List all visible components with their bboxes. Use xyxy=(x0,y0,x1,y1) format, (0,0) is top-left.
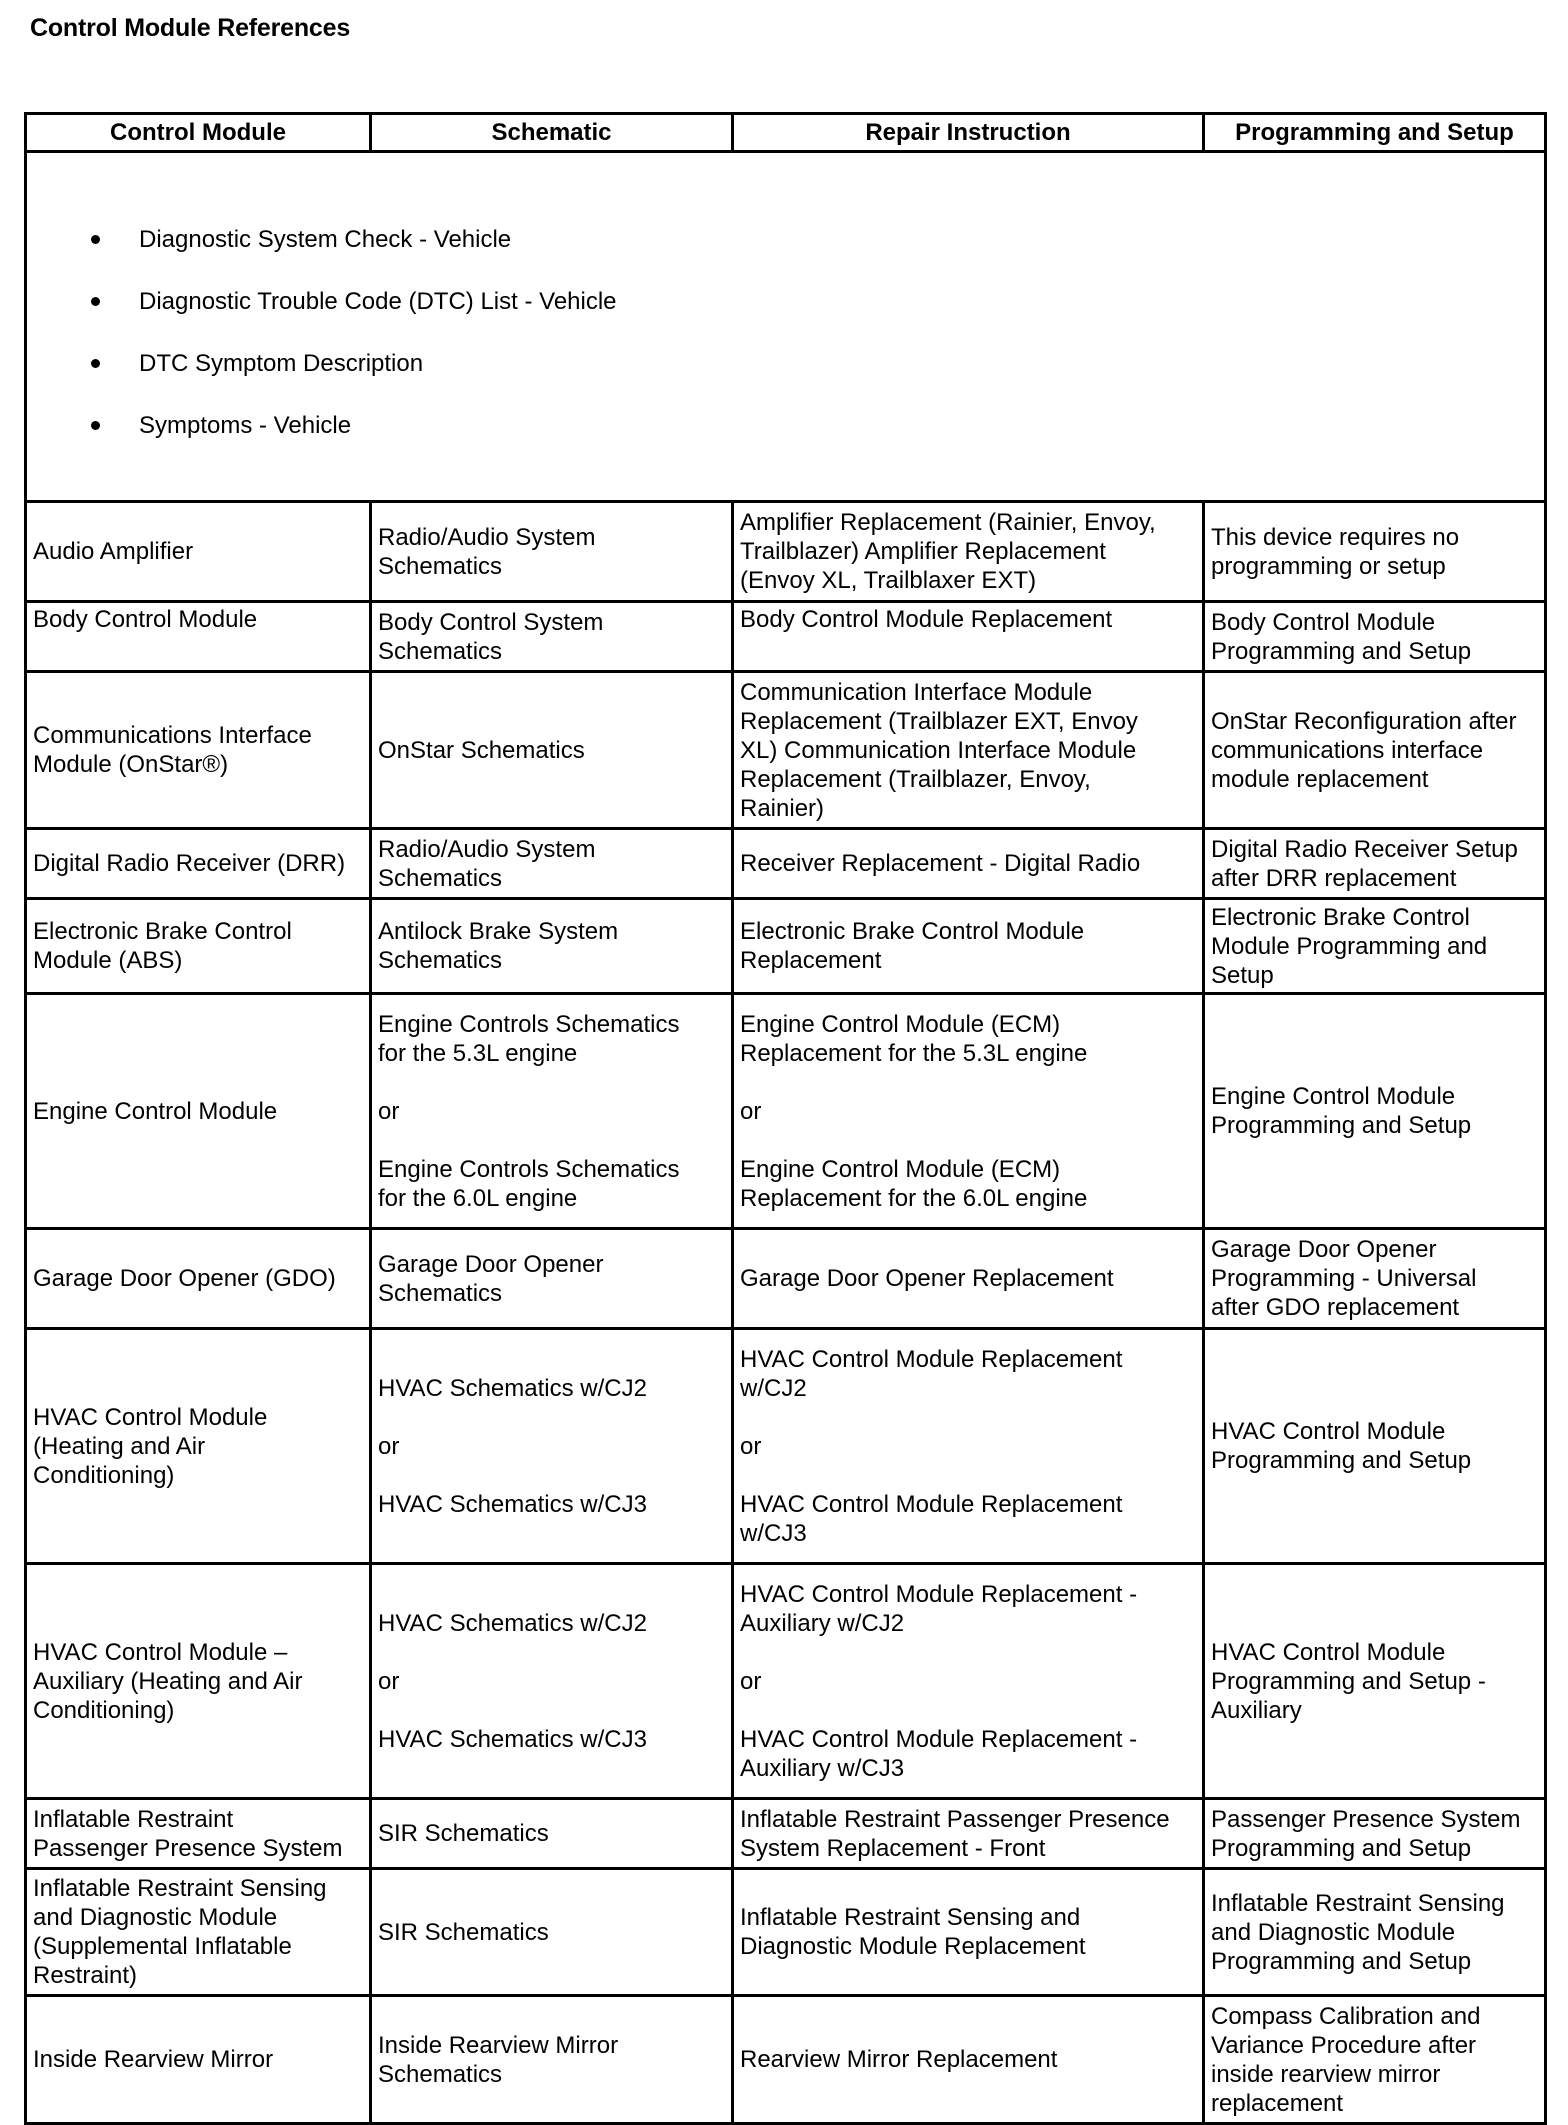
module-cell: Inflatable Restraint Passenger Presence System xyxy=(26,1799,371,1869)
programming-cell: This device requires no programming or setup xyxy=(1204,502,1546,602)
repair-cell: Communication Interface Module Replacement (Trailblazer EXT, Envoy XL) Communication Interface Module Replacement (Trailblazer, Envoy, Rainier) xyxy=(733,672,1204,829)
table-row xyxy=(26,829,1546,899)
schematic-cell: Radio/Audio System Schematics xyxy=(371,502,733,602)
schematic-cell: Inside Rearview Mirror Schematics xyxy=(371,1996,733,2124)
schematic-cell: HVAC Schematics w/CJ2 or HVAC Schematics w/CJ3 xyxy=(371,1329,733,1564)
module-cell: Engine Control Module xyxy=(26,994,371,1229)
module-cell: Audio Amplifier xyxy=(26,502,371,602)
header-control-module: Control Module xyxy=(26,114,371,152)
header-schematic: Schematic xyxy=(371,114,733,152)
table-row xyxy=(26,1564,1546,1799)
repair-cell: Rearview Mirror Replacement xyxy=(733,1996,1204,2124)
schematic-cell: SIR Schematics xyxy=(371,1869,733,1996)
table-row xyxy=(26,994,1546,1229)
module-cell: HVAC Control Module – Auxiliary (Heating and Air Conditioning) xyxy=(26,1564,371,1799)
schematic-cell: OnStar Schematics xyxy=(371,672,733,829)
schematic-cell: Engine Controls Schematics for the 5.3L engine or Engine Controls Schematics for the 6.0L engine xyxy=(371,994,733,1229)
table-row xyxy=(26,1799,1546,1869)
table-row xyxy=(26,1329,1546,1564)
repair-cell: Inflatable Restraint Sensing and Diagnostic Module Replacement xyxy=(733,1869,1204,1996)
programming-cell: OnStar Reconfiguration after communications interface module replacement xyxy=(1204,672,1546,829)
programming-cell: Inflatable Restraint Sensing and Diagnostic Module Programming and Setup xyxy=(1204,1869,1546,1996)
intro-row xyxy=(26,152,1546,502)
programming-cell: Engine Control Module Programming and Setup xyxy=(1204,994,1546,1229)
repair-cell: Inflatable Restraint Passenger Presence System Replacement - Front xyxy=(733,1799,1204,1869)
intro-item: DTC Symptom Description xyxy=(139,347,1538,380)
module-cell: HVAC Control Module (Heating and Air Conditioning) xyxy=(26,1329,371,1564)
page-title: Control Module References xyxy=(30,14,351,42)
intro-item: Diagnostic System Check - Vehicle xyxy=(139,223,1538,256)
schematic-cell: Antilock Brake System Schematics xyxy=(371,899,733,994)
repair-cell: HVAC Control Module Replacement - Auxiliary w/CJ2 or HVAC Control Module Replacement - Auxiliary w/CJ3 xyxy=(733,1564,1204,1799)
module-cell: Electronic Brake Control Module (ABS) xyxy=(26,899,371,994)
schematic-cell: SIR Schematics xyxy=(371,1799,733,1869)
module-cell: Inside Rearview Mirror xyxy=(26,1996,371,2124)
table-row xyxy=(26,672,1546,829)
repair-cell: Amplifier Replacement (Rainier, Envoy, Trailblazer) Amplifier Replacement (Envoy XL, Trailblaxer EXT) xyxy=(733,502,1204,602)
repair-cell: Engine Control Module (ECM) Replacement for the 5.3L engine or Engine Control Module (ECM) Replacement for the 6.0L engine xyxy=(733,994,1204,1229)
module-cell: Digital Radio Receiver (DRR) xyxy=(26,829,371,899)
repair-cell: Body Control Module Replacement xyxy=(733,602,1204,672)
table-row xyxy=(26,1996,1546,2124)
repair-cell: Electronic Brake Control Module Replacement xyxy=(733,899,1204,994)
schematic-cell: Garage Door Opener Schematics xyxy=(371,1229,733,1329)
module-cell: Inflatable Restraint Sensing and Diagnostic Module (Supplemental Inflatable Restraint) xyxy=(26,1869,371,1996)
table-row xyxy=(26,899,1546,994)
programming-cell: HVAC Control Module Programming and Setup - Auxiliary xyxy=(1204,1564,1546,1799)
intro-cell xyxy=(26,152,1546,502)
programming-cell: HVAC Control Module Programming and Setup xyxy=(1204,1329,1546,1564)
table-row xyxy=(26,1229,1546,1329)
schematic-cell: Radio/Audio System Schematics xyxy=(371,829,733,899)
programming-cell: Compass Calibration and Variance Procedure after inside rearview mirror replacement xyxy=(1204,1996,1546,2124)
schematic-cell: HVAC Schematics w/CJ2 or HVAC Schematics w/CJ3 xyxy=(371,1564,733,1799)
header-programming-setup: Programming and Setup xyxy=(1204,114,1546,152)
repair-cell: Receiver Replacement - Digital Radio xyxy=(733,829,1204,899)
intro-list xyxy=(33,194,1538,471)
programming-cell: Body Control Module Programming and Setup xyxy=(1204,602,1546,672)
intro-item: Diagnostic Trouble Code (DTC) List - Vehicle xyxy=(139,285,1538,318)
repair-cell: HVAC Control Module Replacement w/CJ2 or HVAC Control Module Replacement w/CJ3 xyxy=(733,1329,1204,1564)
table-row xyxy=(26,602,1546,672)
programming-cell: Electronic Brake Control Module Programming and Setup xyxy=(1204,899,1546,994)
module-cell: Body Control Module xyxy=(26,602,371,672)
header-row xyxy=(26,114,1546,152)
module-cell: Garage Door Opener (GDO) xyxy=(26,1229,371,1329)
control-module-table xyxy=(24,112,1547,2125)
header-repair-instruction: Repair Instruction xyxy=(733,114,1204,152)
schematic-cell: Body Control System Schematics xyxy=(371,602,733,672)
module-cell: Communications Interface Module (OnStar®) xyxy=(26,672,371,829)
programming-cell: Garage Door Opener Programming - Universal after GDO replacement xyxy=(1204,1229,1546,1329)
table-row xyxy=(26,502,1546,602)
table-row xyxy=(26,1869,1546,1996)
programming-cell: Passenger Presence System Programming and Setup xyxy=(1204,1799,1546,1869)
programming-cell: Digital Radio Receiver Setup after DRR replacement xyxy=(1204,829,1546,899)
intro-item: Symptoms - Vehicle xyxy=(139,409,1538,442)
repair-cell: Garage Door Opener Replacement xyxy=(733,1229,1204,1329)
